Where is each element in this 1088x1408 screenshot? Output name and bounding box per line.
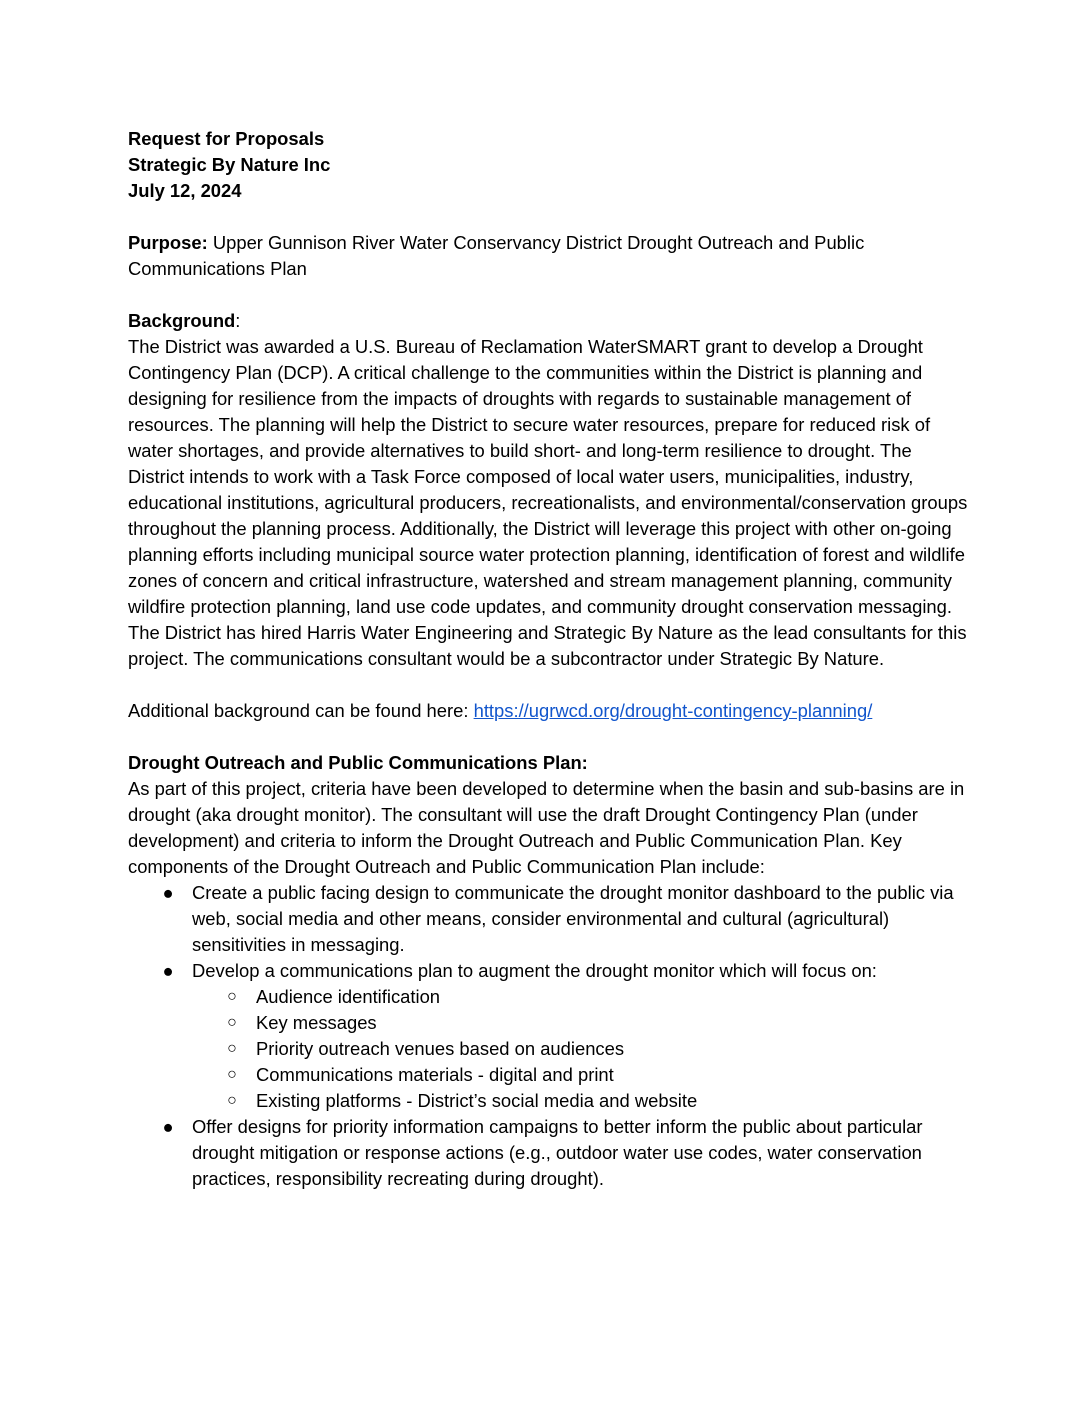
sub-list-item-text: Priority outreach venues based on audiences <box>256 1038 625 1059</box>
hollow-bullet-icon: ○ <box>227 988 237 1005</box>
list-item-text: Create a public facing design to communicate the drought monitor dashboard to the public via web, social media and other means, consider environmental and cultural (agricultural) sensitivities in messaging. <box>192 882 954 955</box>
sub-list-item-text: Existing platforms - District’s social media and website <box>256 1090 698 1111</box>
organization-name: Strategic By Nature Inc <box>128 154 331 175</box>
sub-list-item <box>192 984 968 1010</box>
drought-planning-link[interactable]: https://ugrwcd.org/drought-contingency-planning/ <box>473 700 873 721</box>
additional-background-prefix: Additional background can be found here: <box>128 700 474 721</box>
document-date: July 12, 2024 <box>128 180 242 201</box>
hollow-bullet-icon: ○ <box>227 1014 237 1031</box>
sub-list-item <box>192 1088 968 1114</box>
plan-intro: As part of this project, criteria have been developed to determine when the basin and sub-basins are in drought (aka drought monitor). The consultant will use the draft Drought Contingency Plan (under development) and criteria to inform the Drought Outreach and Public Communication Plan. Key components of the Drought Outreach and Public Communication Plan include: <box>128 778 965 877</box>
plan-heading: Drought Outreach and Public Communications Plan: <box>128 752 588 773</box>
purpose-paragraph <box>128 230 968 282</box>
plan-section <box>128 750 968 1192</box>
hollow-bullet-icon: ○ <box>227 1040 237 1057</box>
list-item-text: Offer designs for priority information campaigns to better inform the public about particular drought mitigation or response actions (e.g., outdoor water use codes, water conservation practices, responsibility recreating during drought). <box>192 1116 923 1189</box>
communications-focus-list <box>192 984 968 1114</box>
sub-list-item <box>192 1062 968 1088</box>
bullet-icon: ● <box>162 960 174 981</box>
purpose-text: Upper Gunnison River Water Conservancy District Drought Outreach and Public Communications Plan <box>128 232 865 279</box>
background-label: Background <box>128 310 236 331</box>
hollow-bullet-icon: ○ <box>227 1092 237 1109</box>
bullet-icon: ● <box>162 1116 174 1137</box>
sub-list-item <box>192 1036 968 1062</box>
bullet-icon: ● <box>162 882 174 903</box>
hollow-bullet-icon: ○ <box>227 1066 237 1083</box>
list-item <box>128 1114 968 1192</box>
background-heading <box>128 308 968 334</box>
sub-list-item <box>192 1010 968 1036</box>
document-page <box>128 126 968 1192</box>
document-type: Request for Proposals <box>128 128 325 149</box>
additional-background <box>128 698 968 724</box>
background-text: The District was awarded a U.S. Bureau of Reclamation WaterSMART grant to develop a Drought Contingency Plan (DCP). A critical challenge to the communities within the District is planning and designing for resilience from the impacts of droughts with regards to sustainable management of resources. The planning will help the District to secure water resources, prepare for reduced risk of water shortages, and provide alternatives to build short- and long-term resilience to drought. The District intends to work with a Task Force composed of local water users, municipalities, industry, educational institutions, agricultural producers, recreationalists, and environmental/conservation groups throughout the planning process. Additionally, the District will leverage this project with other on-going planning efforts including municipal source water protection planning, identification of forest and wildlife zones of concern and critical infrastructure, watershed and stream management planning, community wildfire protection planning, land use code updates, and community drought conservation messaging. The District has hired Harris Water Engineering and Strategic By Nature as the lead consultants for this project. The communications consultant would be a subcontractor under Strategic By Nature. <box>128 336 968 669</box>
background-colon: : <box>235 310 241 331</box>
purpose-label: Purpose: <box>128 232 208 253</box>
sub-list-item-text: Key messages <box>256 1012 377 1033</box>
sub-list-item-text: Audience identification <box>256 986 441 1007</box>
list-item-text: Develop a communications plan to augment the drought monitor which will focus on: <box>192 960 877 981</box>
document-header <box>128 126 968 204</box>
background-section <box>128 308 968 672</box>
list-item <box>128 880 968 958</box>
plan-components-list <box>128 880 968 1192</box>
list-item <box>128 958 968 1114</box>
sub-list-item-text: Communications materials - digital and print <box>256 1064 614 1085</box>
